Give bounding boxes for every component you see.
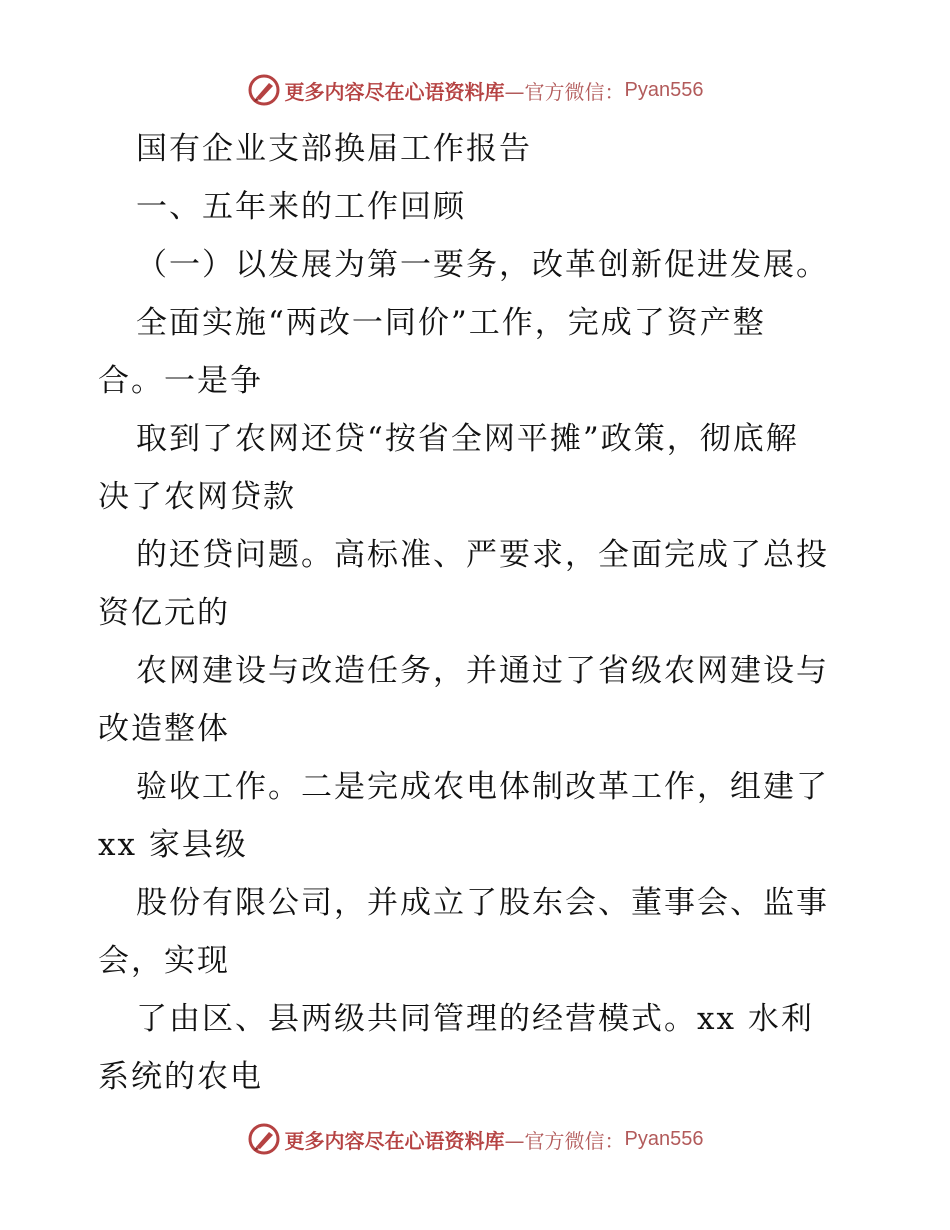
paragraph-line: 了由区、县两级共同管理的经营模式。xx 水利 (136, 1001, 814, 1037)
section-heading: 一、五年来的工作回顾 (136, 189, 466, 225)
banner-wechat-id: Pyan556 (624, 1127, 704, 1150)
paragraph-line: 决了农网贷款 (98, 479, 296, 515)
pen-logo-icon (247, 73, 281, 107)
paragraph-line: 改造整体 (98, 711, 230, 747)
document-body (98, 120, 868, 1106)
paragraph-line: 农网建设与改造任务，并通过了省级农网建设与 (136, 653, 829, 689)
banner-separator-text: —官方微信： (504, 79, 625, 104)
paragraph-line: 取到了农网还贷“按省全网平摊”政策，彻底解 (136, 421, 799, 457)
paragraph-line: 股份有限公司，并成立了股东会、董事会、监事 (136, 885, 829, 921)
subsection-heading: （一）以发展为第一要务，改革创新促进发展。 (136, 247, 829, 283)
banner-main-text: 更多内容尽在心语资料库 (284, 1128, 505, 1153)
paragraph-line: 会，实现 (98, 943, 230, 979)
paragraph-line: 资亿元的 (98, 595, 230, 631)
banner-separator-text: —官方微信： (504, 1128, 625, 1153)
header-watermark-banner (0, 68, 950, 112)
document-title: 国有企业支部换届工作报告 (136, 131, 532, 167)
paragraph-line: 验收工作。二是完成农电体制改革工作，组建了 (136, 769, 829, 805)
paragraph-line: xx 家县级 (98, 827, 248, 863)
banner-main-text: 更多内容尽在心语资料库 (284, 79, 505, 104)
paragraph-line: 系统的农电 (98, 1059, 263, 1095)
pen-logo-icon (247, 1122, 281, 1156)
footer-watermark-banner (0, 1117, 950, 1161)
paragraph-line: 的还贷问题。高标准、严要求，全面完成了总投 (136, 537, 829, 573)
banner-wechat-id: Pyan556 (624, 78, 704, 101)
paragraph-line: 合。一是争 (98, 363, 263, 399)
paragraph-line: 全面实施“两改一同价”工作，完成了资产整 (136, 305, 766, 341)
